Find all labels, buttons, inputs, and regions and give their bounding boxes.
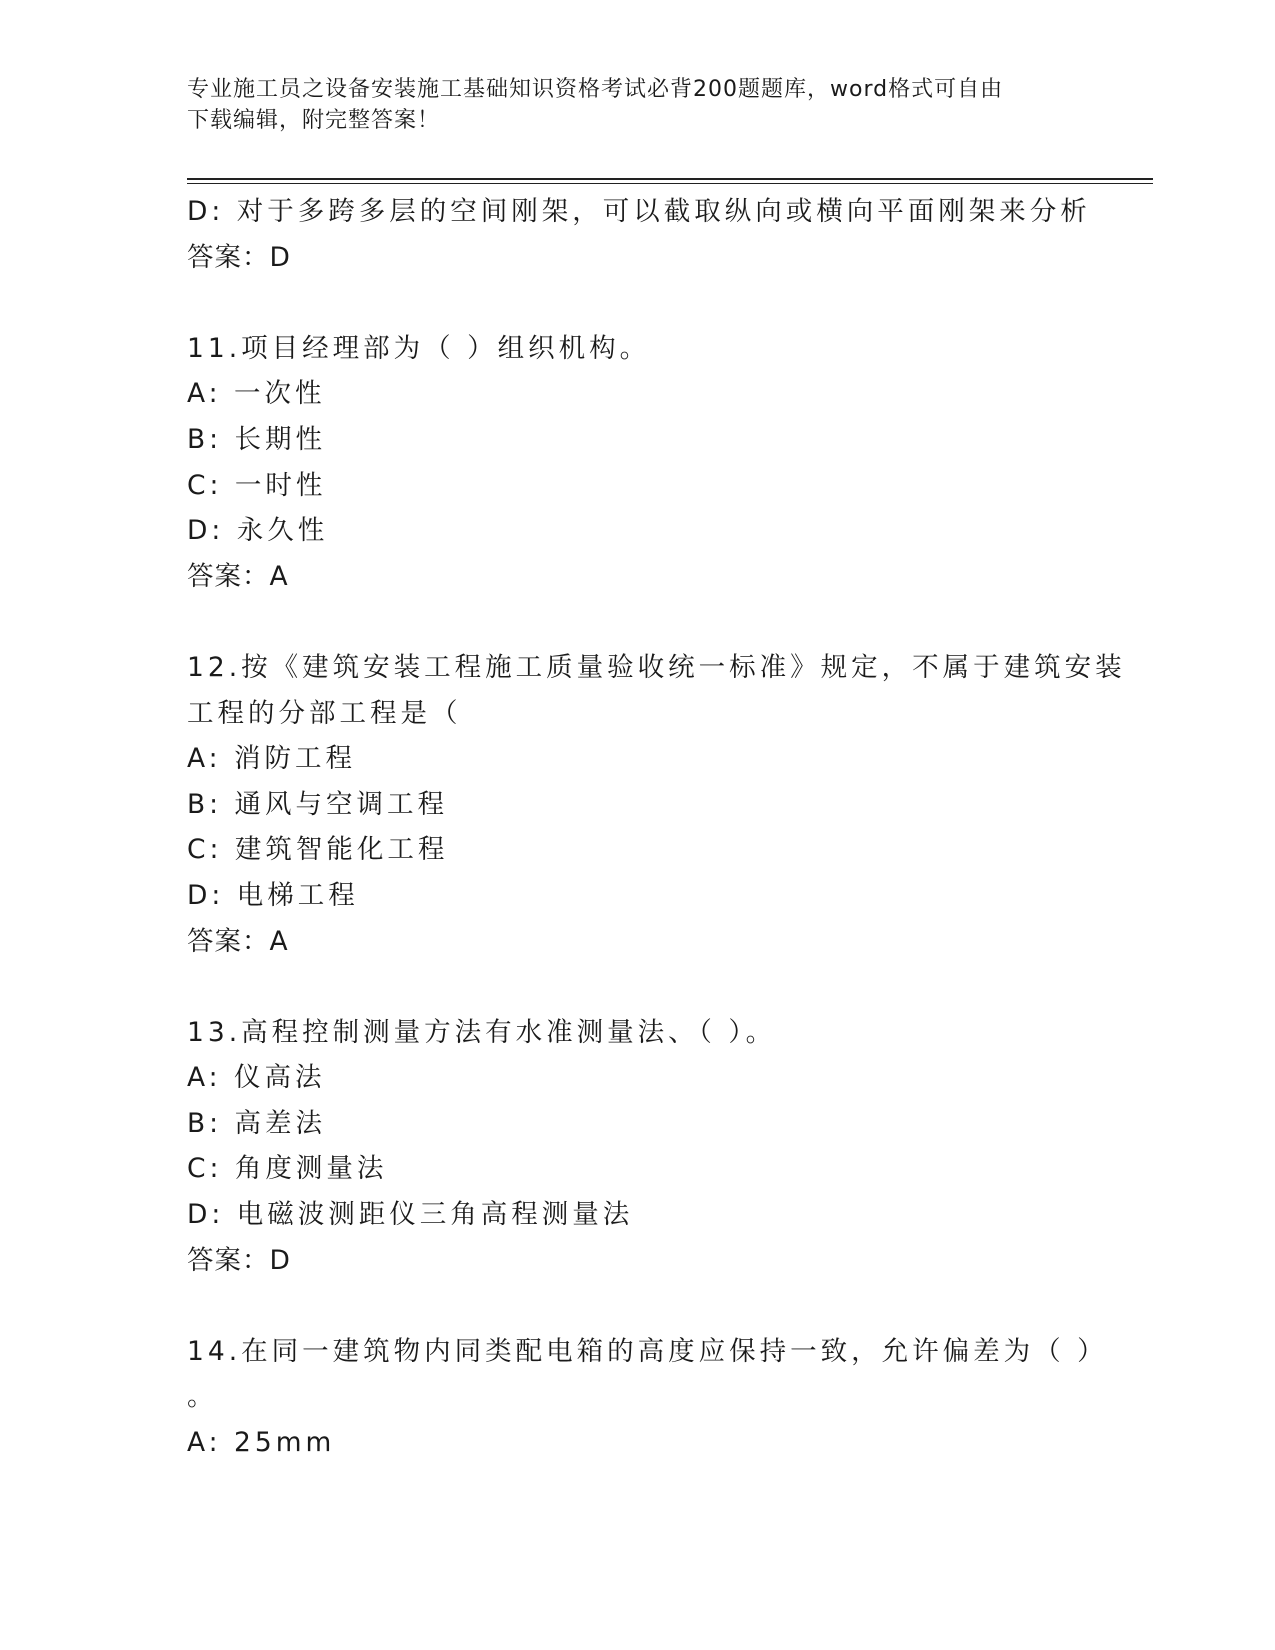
- prev-answer: 答案：D: [187, 241, 291, 273]
- question-stem-continued: 工程的分部工程是（: [187, 697, 462, 729]
- question-stem: 11.项目经理部为（ ）组织机构。: [187, 332, 651, 364]
- header-rule-thin: [187, 183, 1153, 184]
- spacer: [187, 1283, 1087, 1329]
- question-stem: 14.在同一建筑物内同类配电箱的高度应保持一致，允许偏差为（ ）: [187, 1335, 1108, 1367]
- option-c: C: 建筑智能化工程: [187, 834, 449, 866]
- option-a: A: 消防工程: [187, 743, 357, 775]
- option-c: C: 一时性: [187, 469, 327, 501]
- question-list: [187, 189, 1126, 1466]
- prev-option-d: D: 对于多跨多层的空间刚架，可以截取纵向或横向平面刚架来分析: [187, 196, 1091, 227]
- spacer: [187, 280, 1087, 326]
- question-stem: 12.按《建筑安装工程施工质量验收统一标准》规定，不属于建筑安装: [187, 651, 1126, 683]
- option-d: D: 永久性: [187, 515, 329, 547]
- answer: 答案：A: [187, 560, 289, 592]
- answer: 答案：A: [187, 925, 289, 957]
- option-b: B: 长期性: [187, 423, 327, 455]
- answer: 答案：D: [187, 1244, 291, 1276]
- question-stem-continued: 。: [187, 1381, 218, 1413]
- spacer: [187, 599, 1087, 645]
- header-rule-thick: [187, 178, 1153, 180]
- option-c: C: 角度测量法: [187, 1153, 388, 1185]
- question-12: [187, 645, 1126, 964]
- header-line-1: 专业施工员之设备安装施工基础知识资格考试必背200题题库，word格式可自由: [187, 77, 1004, 102]
- option-d: D: 电磁波测距仪三角高程测量法: [187, 1199, 634, 1231]
- option-d: D: 电梯工程: [187, 879, 359, 911]
- option-b: B: 高差法: [187, 1107, 327, 1139]
- option-a: A: 仪高法: [187, 1062, 326, 1094]
- option-a: A: 25mm: [187, 1427, 336, 1459]
- question-stem: 13.高程控制测量方法有水准测量法、（ ）。: [187, 1016, 777, 1048]
- question-14: [187, 1329, 1108, 1466]
- option-b: B: 通风与空调工程: [187, 788, 449, 820]
- question-11: [187, 326, 1087, 600]
- option-a: A: 一次性: [187, 378, 326, 410]
- header-line-2: 下载编辑，附完整答案！: [187, 108, 441, 133]
- spacer: [187, 964, 1087, 1010]
- document-header: [187, 74, 1087, 136]
- question-13: [187, 1010, 1087, 1284]
